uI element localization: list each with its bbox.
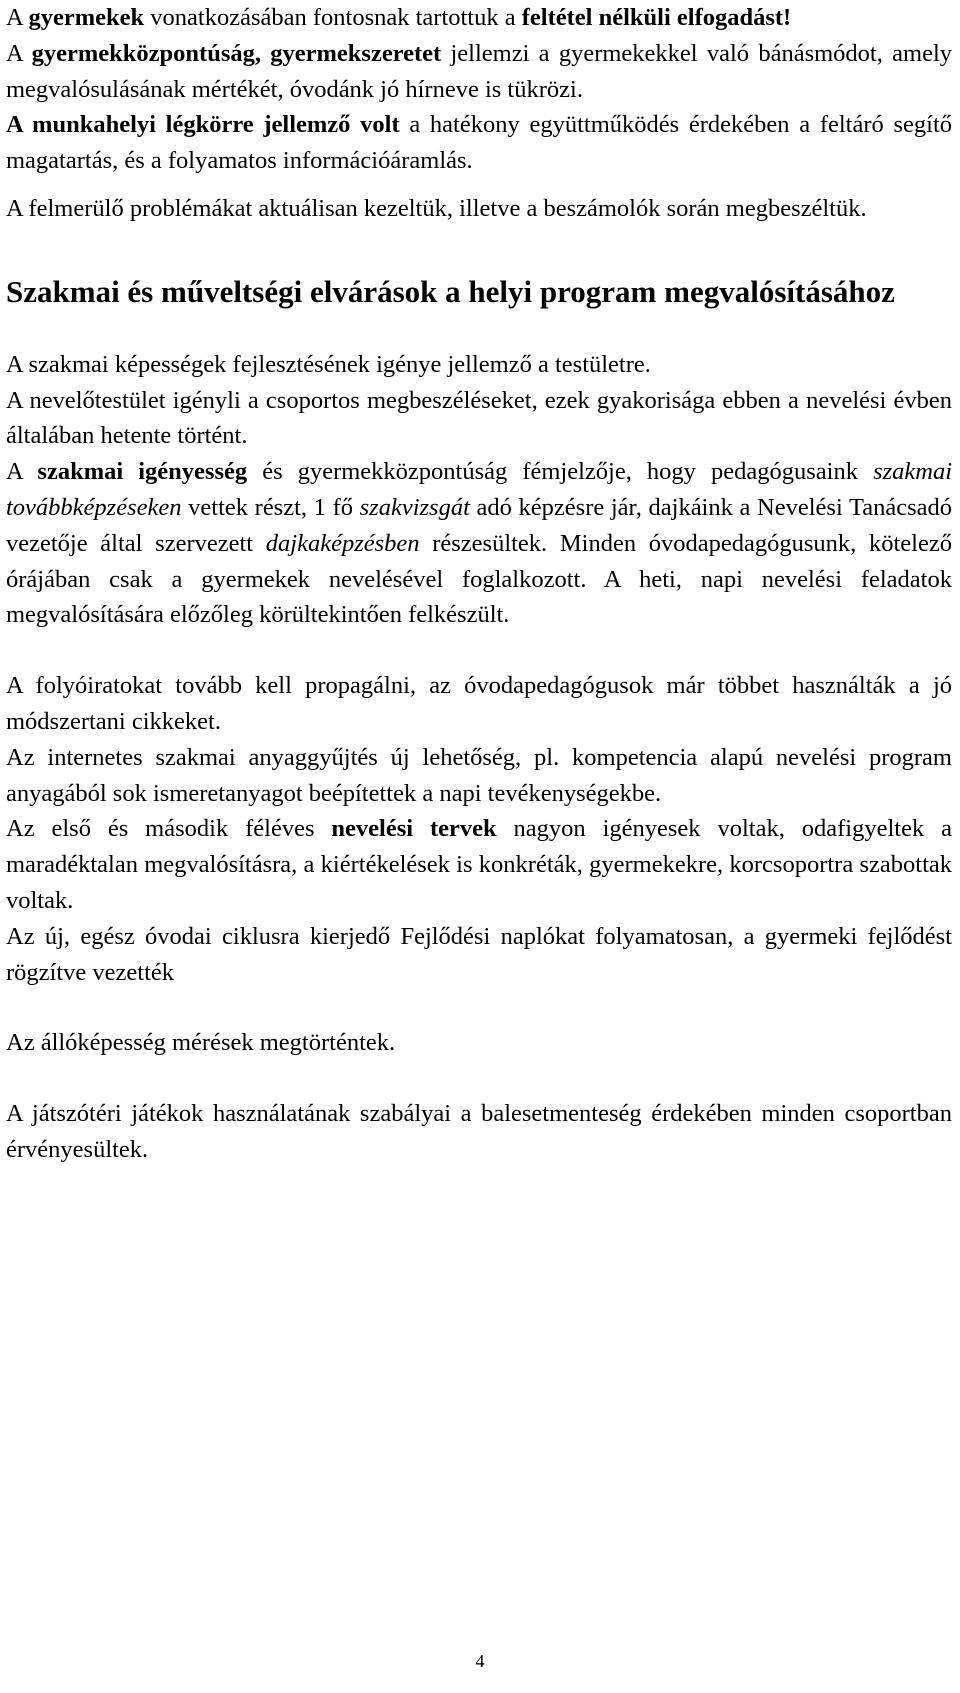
bold-run: feltétel nélküli elfogadást! <box>521 4 792 31</box>
text-run: jellemzi a gyermekekkel való bánásmódot, amely megvalósulásának mértékét, óvodánk jó hírneve is tükrözi. <box>6 39 952 103</box>
spacer <box>6 633 952 668</box>
paragraph-skills: A szakmai képességek fejlesztésének igénye jellemző a testületre. <box>6 350 651 378</box>
bold-run: gyermekközpontúság, gyermekszeretet <box>31 39 442 67</box>
paragraph-meetings: A nevelőtestület igényli a csoportos megbeszéléseket, ezek gyakorisága ebben a nevelési évben általában hetente történt. <box>6 386 952 450</box>
paragraph-problems: A felmerülő problémákat aktuálisan kezeltük, illetve a beszámolók során megbeszéltük. <box>6 194 867 222</box>
page-number: 4 <box>475 1651 485 1671</box>
italic-run: szakmai továbbképzéseken <box>6 458 953 521</box>
text-run: nagyon igényesek voltak, odafigyeltek a maradéktalan megvalósításra, a kiértékelések is konkréták, gyermekekre, korcsoportra szabottak voltak. <box>6 815 952 914</box>
text-run: vettek részt, 1 fő <box>181 493 360 521</box>
section-heading: Szakmai és műveltségi elvárások a helyi program megvalósításához <box>6 273 895 309</box>
spacer <box>6 312 952 347</box>
text-run: A <box>6 458 38 486</box>
document-page <box>6 0 952 1168</box>
italic-run: dajkaképzésben <box>265 529 420 557</box>
paragraph-plans <box>6 811 952 918</box>
spacer <box>6 179 952 191</box>
paragraph-journals: A folyóiratokat tovább kell propagálni, az óvodapedagógusok már többet használták a jó módszertani cikkeket. <box>6 672 952 735</box>
bold-run: szakmai igényesség <box>37 458 248 486</box>
paragraph-acceptance <box>6 0 952 36</box>
spacer <box>6 1061 952 1096</box>
text-run: Az első és második féléves <box>6 815 332 843</box>
spacer <box>6 990 952 1025</box>
text-run: részesültek. Minden óvodapedagógusunk, kötelező órájában csak a gyermekek nevelésével foglalkozott. A heti, napi nevelési feladatok megvalósítására előzőleg körültekintően felkészült. <box>6 529 952 629</box>
text-run: A <box>6 39 32 67</box>
italic-run: szakvizsgát <box>359 493 470 521</box>
bold-run: A munkahelyi légkörre jellemző volt <box>6 111 400 139</box>
paragraph-professional-standards <box>6 454 952 633</box>
text-run: adó képzésre jár, dajkáink a Nevelési Tanácsadó vezetője által szervezett <box>6 493 952 557</box>
text-run: vonatkozásában fontosnak tartottuk a <box>144 4 522 31</box>
bold-run: nevelési tervek <box>331 815 497 843</box>
bold-run: gyermekek <box>28 4 145 31</box>
paragraph-development-logs: Az új, egész óvodai ciklusra kierjedő Fejlődési naplókat folyamatosan, a gyermeki fejlődést rögzítve vezették <box>6 922 952 986</box>
paragraph-workplace-climate <box>6 107 952 179</box>
text-run: A <box>6 4 29 31</box>
spacer <box>6 227 952 272</box>
paragraph-endurance: Az állóképesség mérések megtörténtek. <box>6 1029 396 1057</box>
paragraph-playground: A játszótéri játékok használatának szabályai a balesetmenteség érdekében minden csoportban érvényesültek. <box>6 1100 952 1163</box>
text-run: a hatékony együttműködés érdekében a feltáró segítő magatartás, és a folyamatos információáramlás. <box>6 111 953 175</box>
paragraph-internet: Az internetes szakmai anyaggyűjtés új lehetőség, pl. kompetencia alapú nevelési program anyagából sok ismeretanyagot beépítettek a napi tevékenységekbe. <box>6 743 952 807</box>
paragraph-child-centered <box>6 36 952 108</box>
text-run: és gyermekközpontúság fémjelzője, hogy pedagógusaink <box>247 458 874 486</box>
